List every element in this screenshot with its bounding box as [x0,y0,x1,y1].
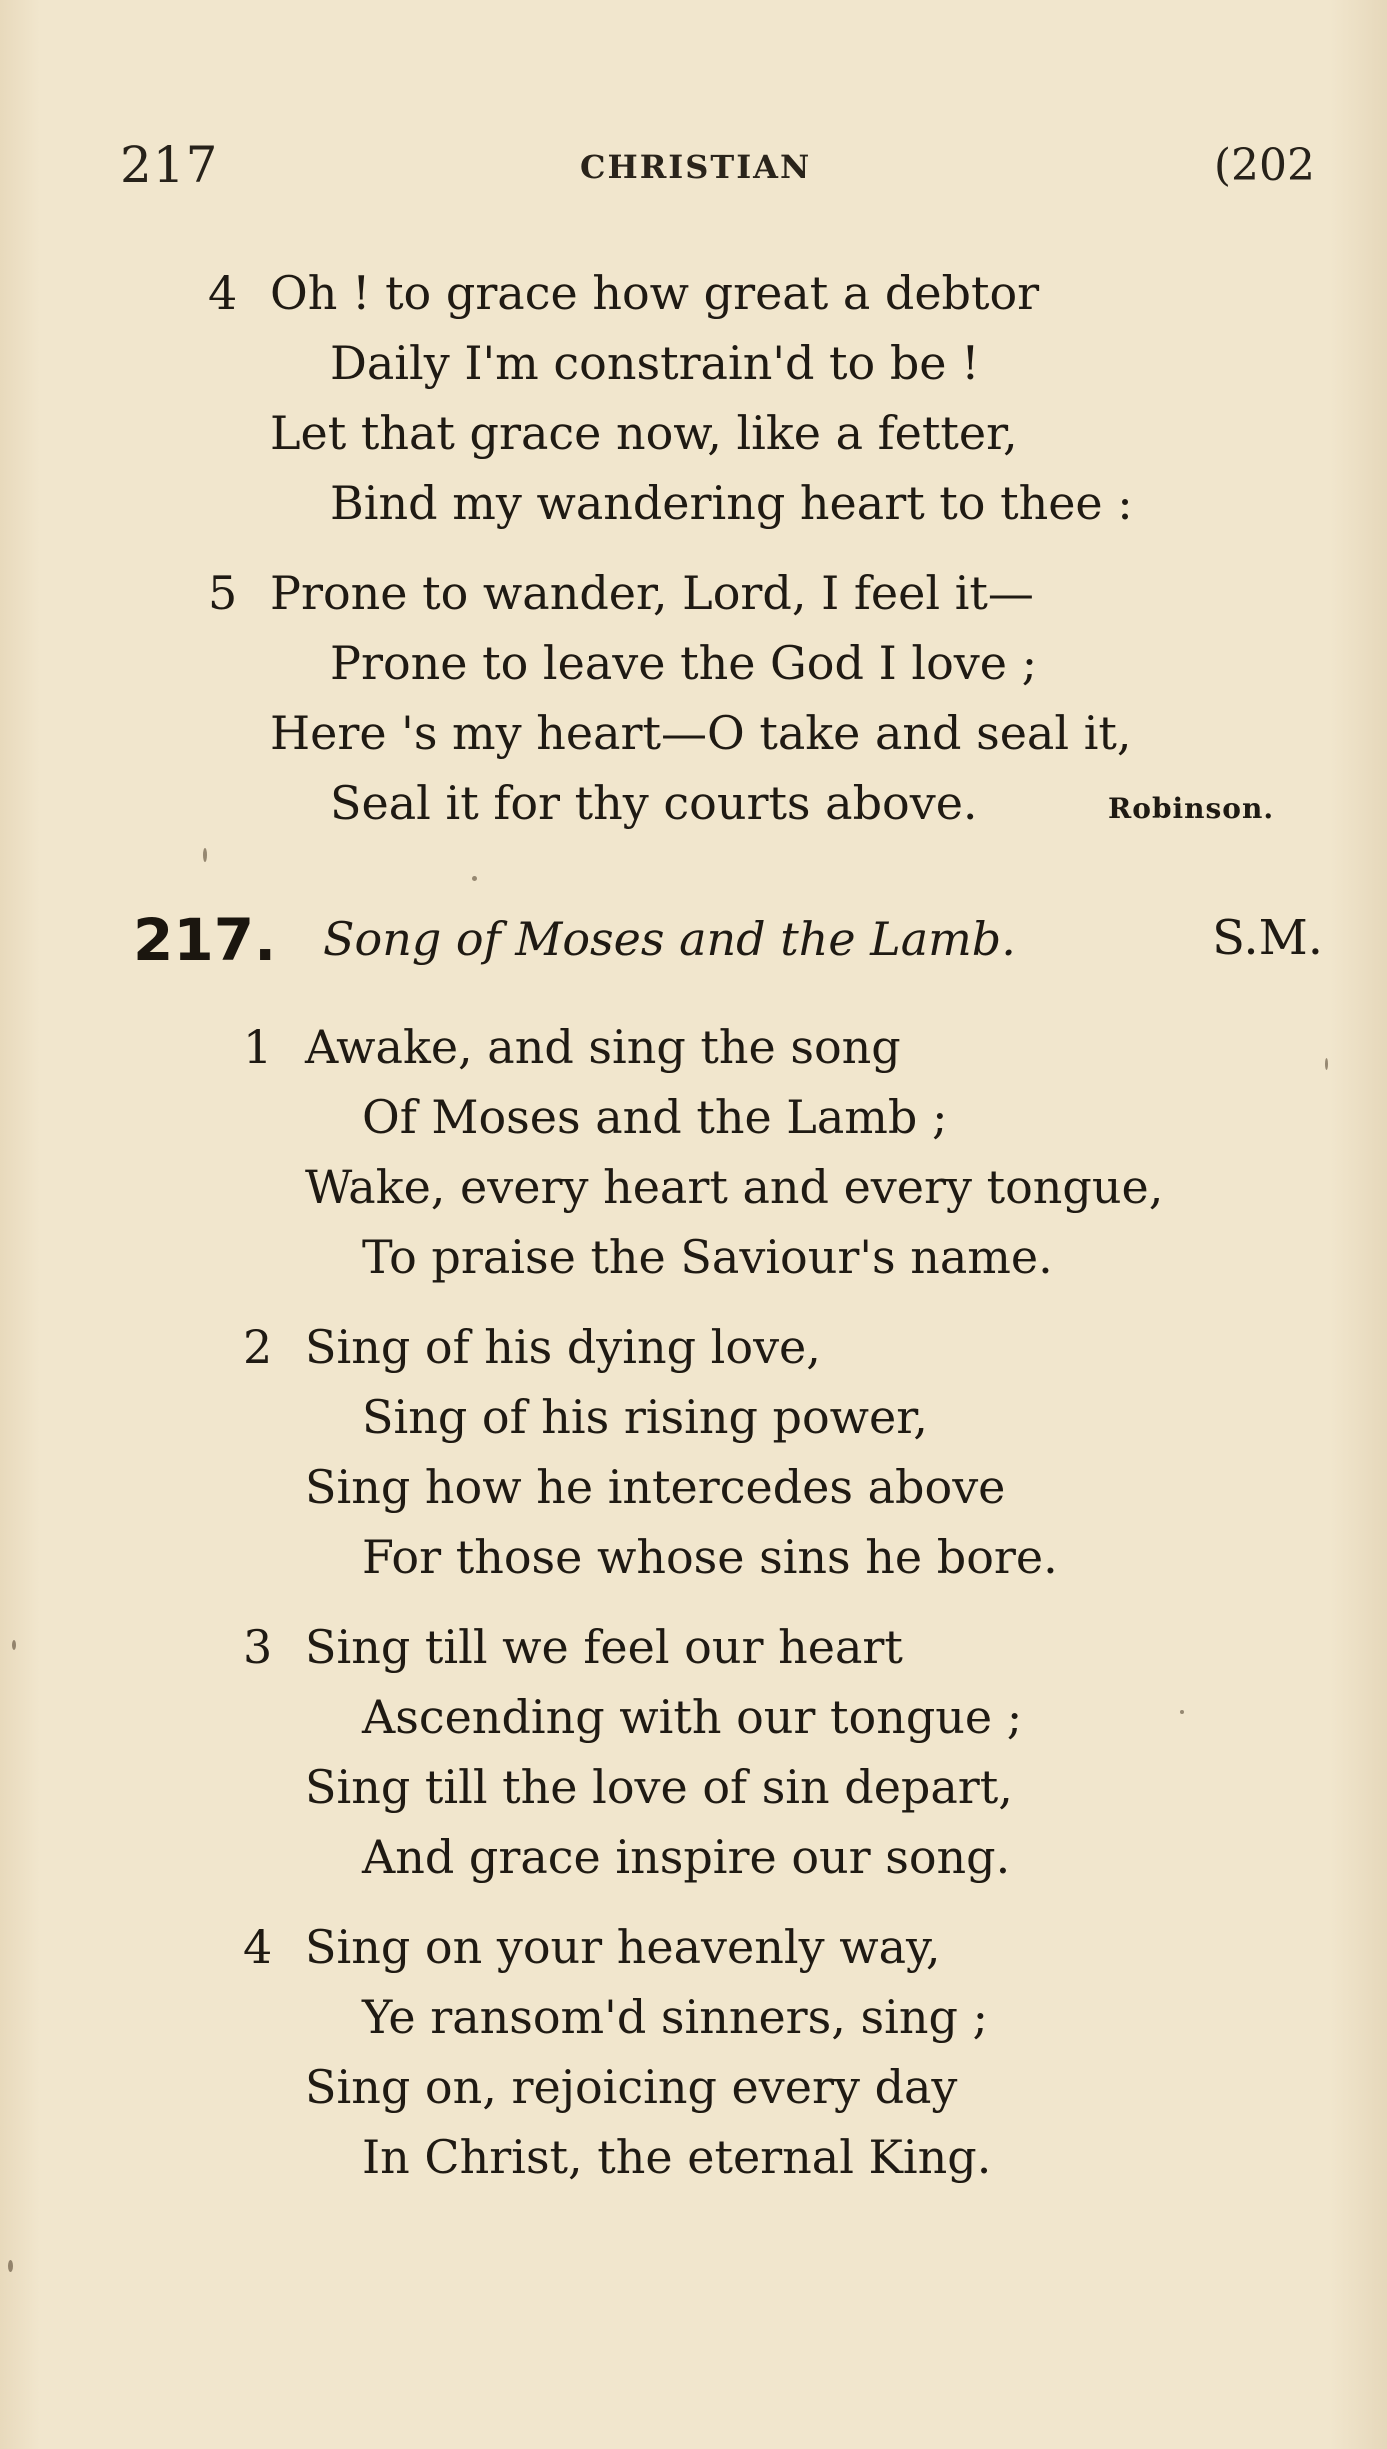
paper-speck [12,1640,16,1650]
hymn-meter: S.M. [1212,910,1323,966]
hymn-heading [133,906,1323,976]
running-title: CHRISTIAN [580,148,812,186]
verse-line: Here 's my heart—O take and seal it, [270,706,1132,760]
page-header [120,136,1315,196]
verse-line: For those whose sins he bore. [362,1530,1058,1584]
verse-line: Daily I'm constrain'd to be ! [330,336,980,390]
verse-line: And grace inspire our song. [362,1830,1011,1884]
stanza-number: 2 [243,1320,273,1374]
verse-line: Sing till we feel our heart [305,1620,903,1674]
verse-line: Sing till the love of sin depart, [305,1760,1013,1814]
paper-speck [1325,1058,1328,1070]
verse-line: Sing on your heavenly way, [305,1920,941,1974]
hymn-title: Song of Moses and the Lamb. [323,912,1016,966]
verse-line: To praise the Saviour's name. [362,1230,1053,1284]
hymn-author: Robinson. [1108,792,1275,825]
hymn-number: 217. [133,906,277,974]
stanza-number: 4 [208,266,238,320]
paper-speck [472,876,477,881]
paper-speck [1180,1710,1184,1714]
stanza-number: 4 [243,1920,273,1974]
verse-line: Seal it for thy courts above. [330,776,978,830]
verse-line: Wake, every heart and every tongue, [305,1160,1164,1214]
verse-line: Prone to wander, Lord, I feel it— [270,566,1034,620]
stanza-number: 3 [243,1620,273,1674]
verse-line: Prone to leave the God I love ; [330,636,1038,690]
verse-line: Sing of his dying love, [305,1320,821,1374]
verse-line: Sing on, rejoicing every day [305,2060,958,2114]
verse-line: Oh ! to grace how great a debtor [270,266,1040,320]
verse-line: Sing how he intercedes above [305,1460,1006,1514]
verse-line: Bind my wandering heart to thee : [330,476,1133,530]
stanza-number: 1 [243,1020,273,1074]
paper-speck [8,2260,13,2272]
verse-line: Sing of his rising power, [362,1390,928,1444]
verse-line: In Christ, the eternal King. [362,2130,992,2184]
stanza-number: 5 [208,566,238,620]
verse-line: Awake, and sing the song [305,1020,901,1074]
verse-line: Ascending with our tongue ; [362,1690,1023,1744]
hymn-reference: (202 [1213,140,1315,191]
page-number: 217 [120,136,219,194]
verse-line: Let that grace now, like a fetter, [270,406,1018,460]
verse-line: Ye ransom'd sinners, sing ; [362,1990,989,2044]
verse-line: Of Moses and the Lamb ; [362,1090,948,1144]
paper-speck [203,848,207,862]
